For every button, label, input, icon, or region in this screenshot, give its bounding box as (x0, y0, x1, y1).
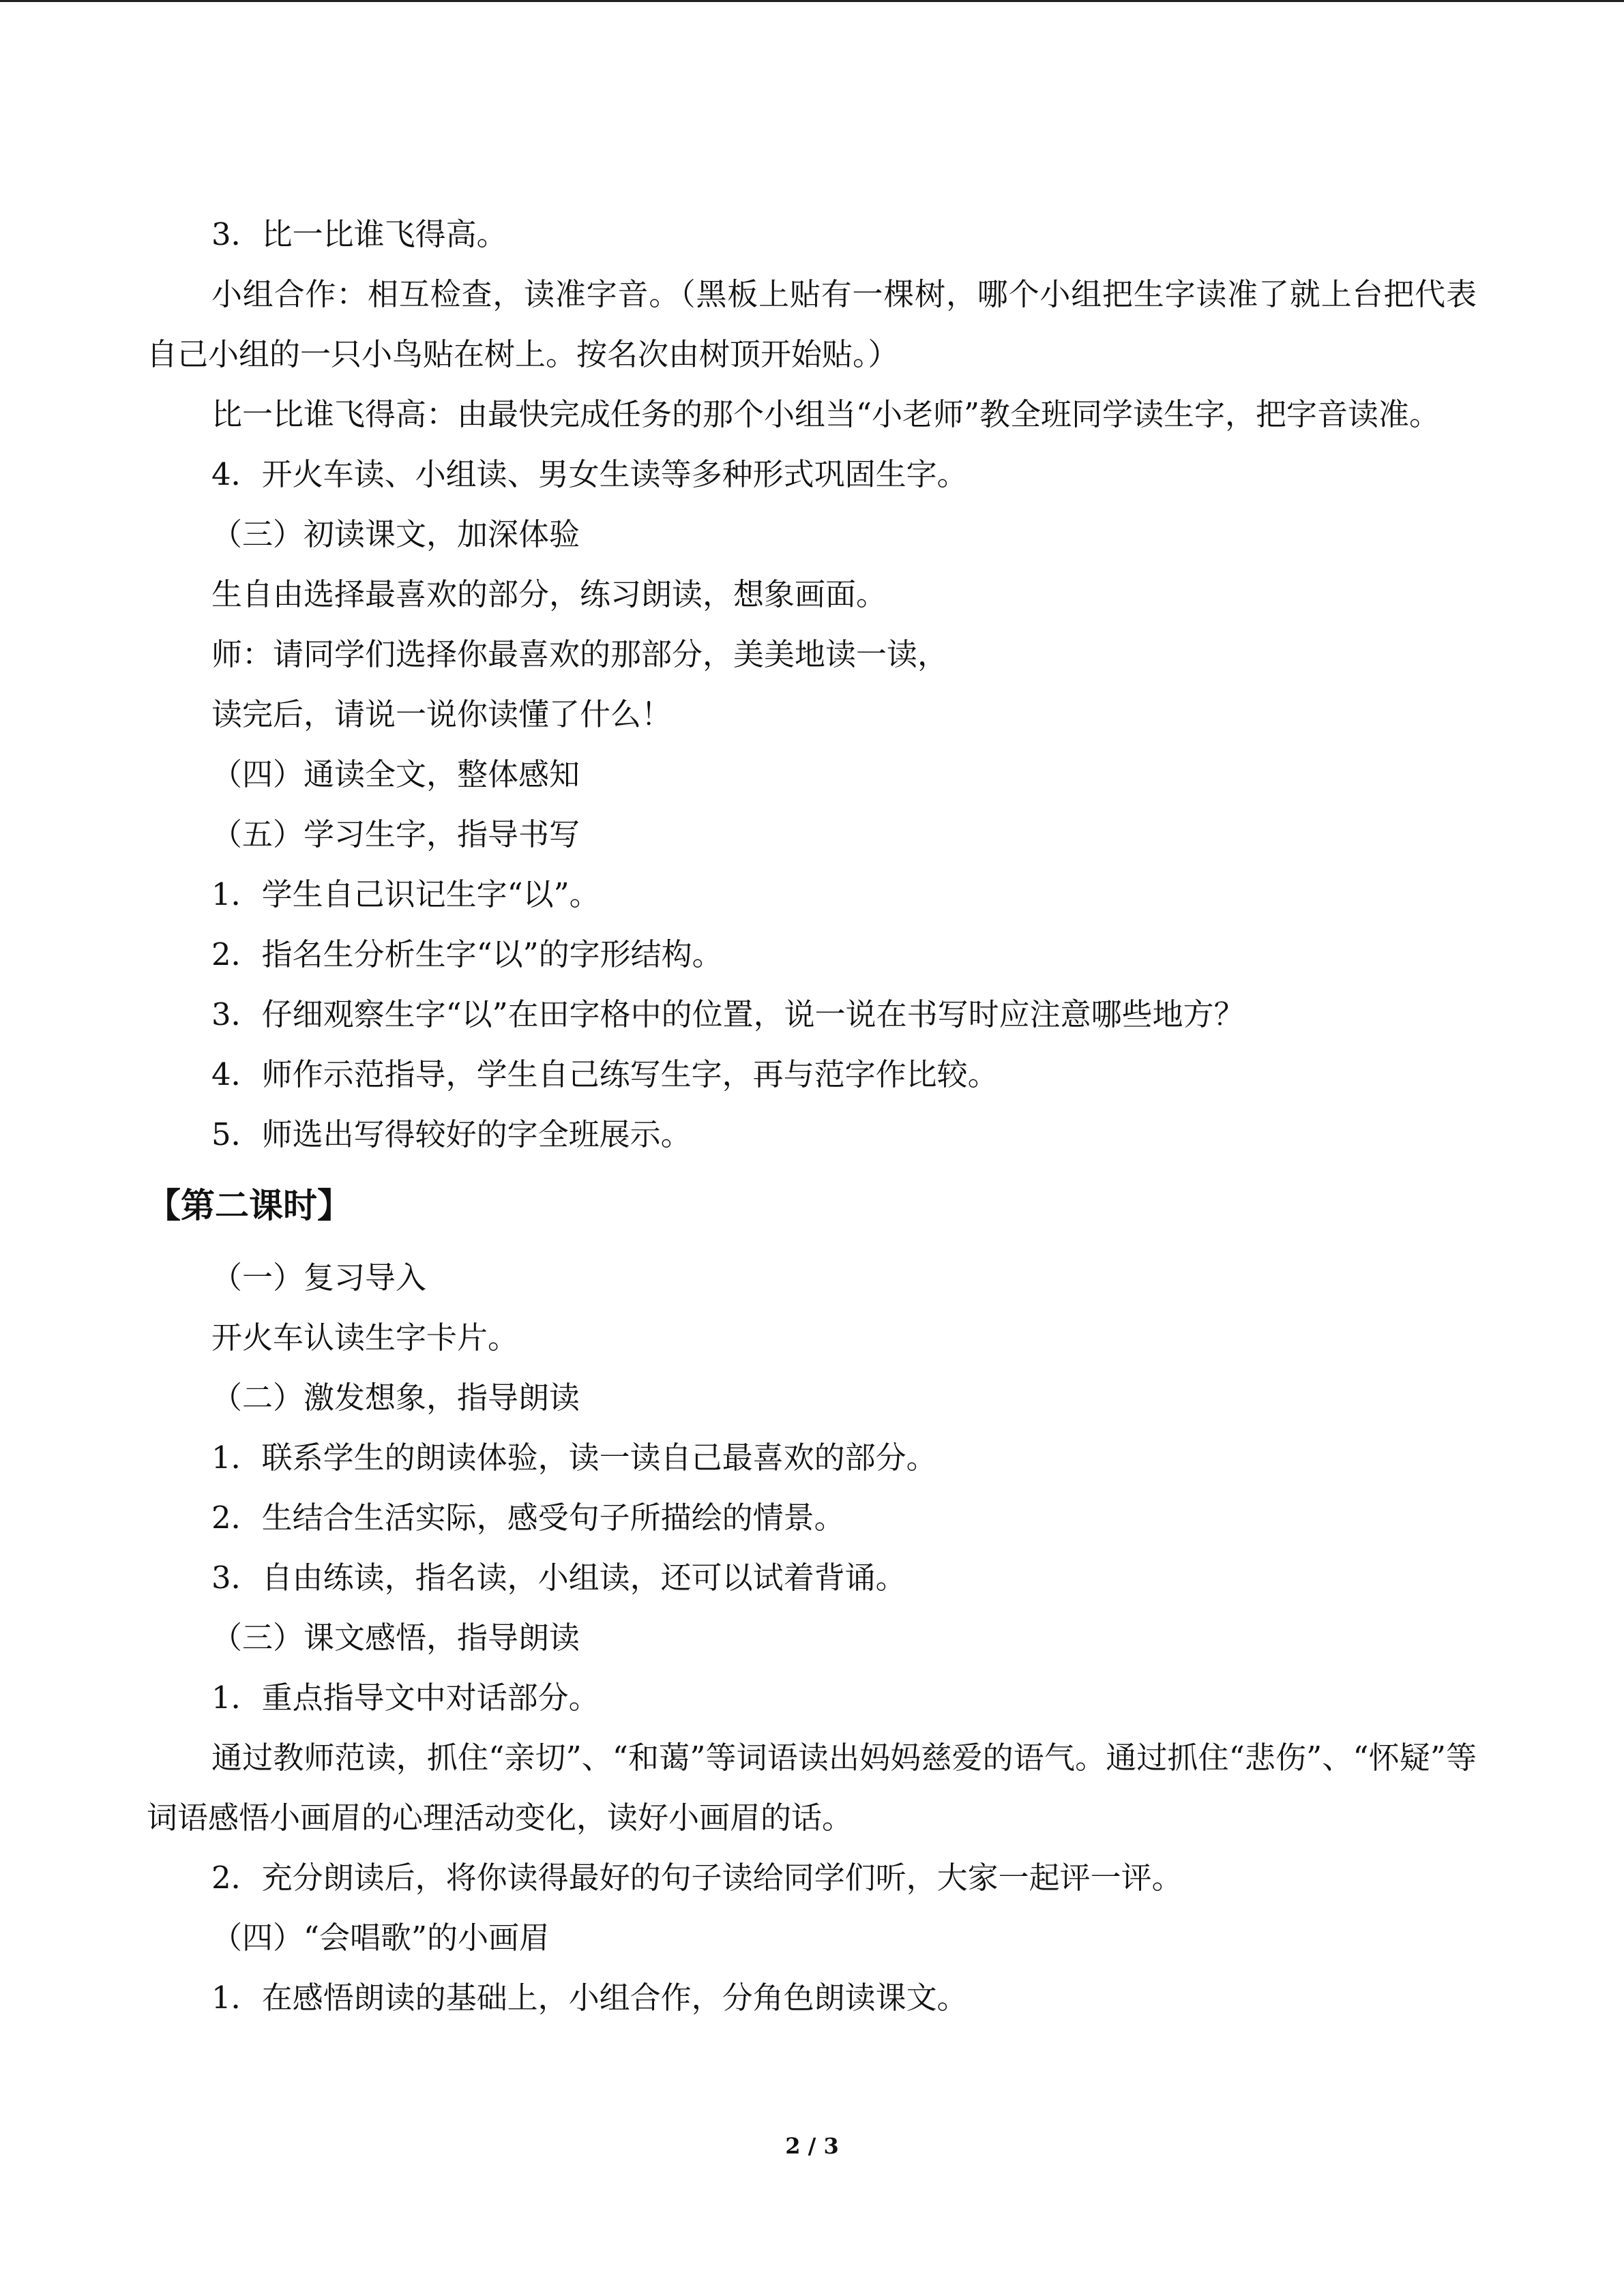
text-line: 3．仔细观察生字“以”在田字格中的位置，说一说在书写时应注意哪些地方？ (211, 996, 1245, 1032)
text-line: 1．重点指导文中对话部分。 (211, 1680, 600, 1716)
text-line: 1．学生自己识记生字“以”。 (211, 876, 600, 912)
lesson-heading: 【第二课时】 (147, 1186, 351, 1225)
section-heading: （一）复习导入 (211, 1259, 427, 1296)
page-top-rule (0, 0, 1624, 2)
section-heading: （四）“会唱歌”的小画眉 (211, 1920, 550, 1956)
text-line: 4．开火车读、小组读、男女生读等多种形式巩固生字。 (211, 456, 968, 492)
text-line: 读完后，请说一说你读懂了什么！ (211, 696, 673, 732)
section-heading: （五）学习生字，指导书写 (211, 816, 580, 852)
text-line: 4．师作示范指导，学生自己练写生字，再与范字作比较。 (211, 1056, 999, 1092)
document-body (147, 205, 1477, 2028)
page-number: 2 / 3 (785, 2133, 839, 2159)
text-line: 生自由选择最喜欢的部分，练习朗读，想象画面。 (211, 576, 887, 612)
section-heading: （三）初读课文，加深体验 (211, 516, 580, 552)
text-line: 1．在感悟朗读的基础上，小组合作，分角色朗读课文。 (211, 1980, 968, 2016)
section-heading: （三）课文感悟，指导朗读 (211, 1620, 580, 1656)
text-line: 1．联系学生的朗读体验，读一读自己最喜欢的部分。 (211, 1440, 937, 1476)
text-line: 3．自由练读，指名读，小组读，还可以试着背诵。 (211, 1560, 906, 1596)
text-line: 5．师选出写得较好的字全班展示。 (211, 1116, 692, 1152)
paragraph: 小组合作：相互检查，读准字音。（黑板上贴有一棵树，哪个小组把生字读准了就上台把代表自己小组的一只小鸟贴在树上。按名次由树顶开始贴。） (147, 276, 1477, 372)
section-heading: （二）激发想象，指导朗读 (211, 1380, 580, 1416)
text-line: 2．生结合生活实际，感受句子所描绘的情景。 (211, 1500, 845, 1536)
text-line: 开火车认读生字卡片。 (211, 1320, 519, 1356)
text-line: 3．比一比谁飞得高。 (211, 216, 507, 252)
paragraph: 比一比谁飞得高：由最快完成任务的那个小组当“小老师”教全班同学读生字，把字音读准。 (211, 396, 1441, 432)
text-line: 师：请同学们选择你最喜欢的那部分，美美地读一读， (211, 636, 949, 672)
section-heading: （四）通读全文，整体感知 (211, 756, 580, 792)
text-line: 2．指名生分析生字“以”的字形结构。 (211, 936, 723, 972)
text-line: 2．充分朗读后，将你读得最好的句子读给同学们听，大家一起评一评。 (211, 1860, 1183, 1896)
paragraph: 通过教师范读，抓住“亲切”、“和蔼”等词语读出妈妈慈爱的语气。通过抓住“悲伤”、“怀疑”等词语感悟小画眉的心理活动变化，读好小画眉的话。 (147, 1740, 1477, 1836)
